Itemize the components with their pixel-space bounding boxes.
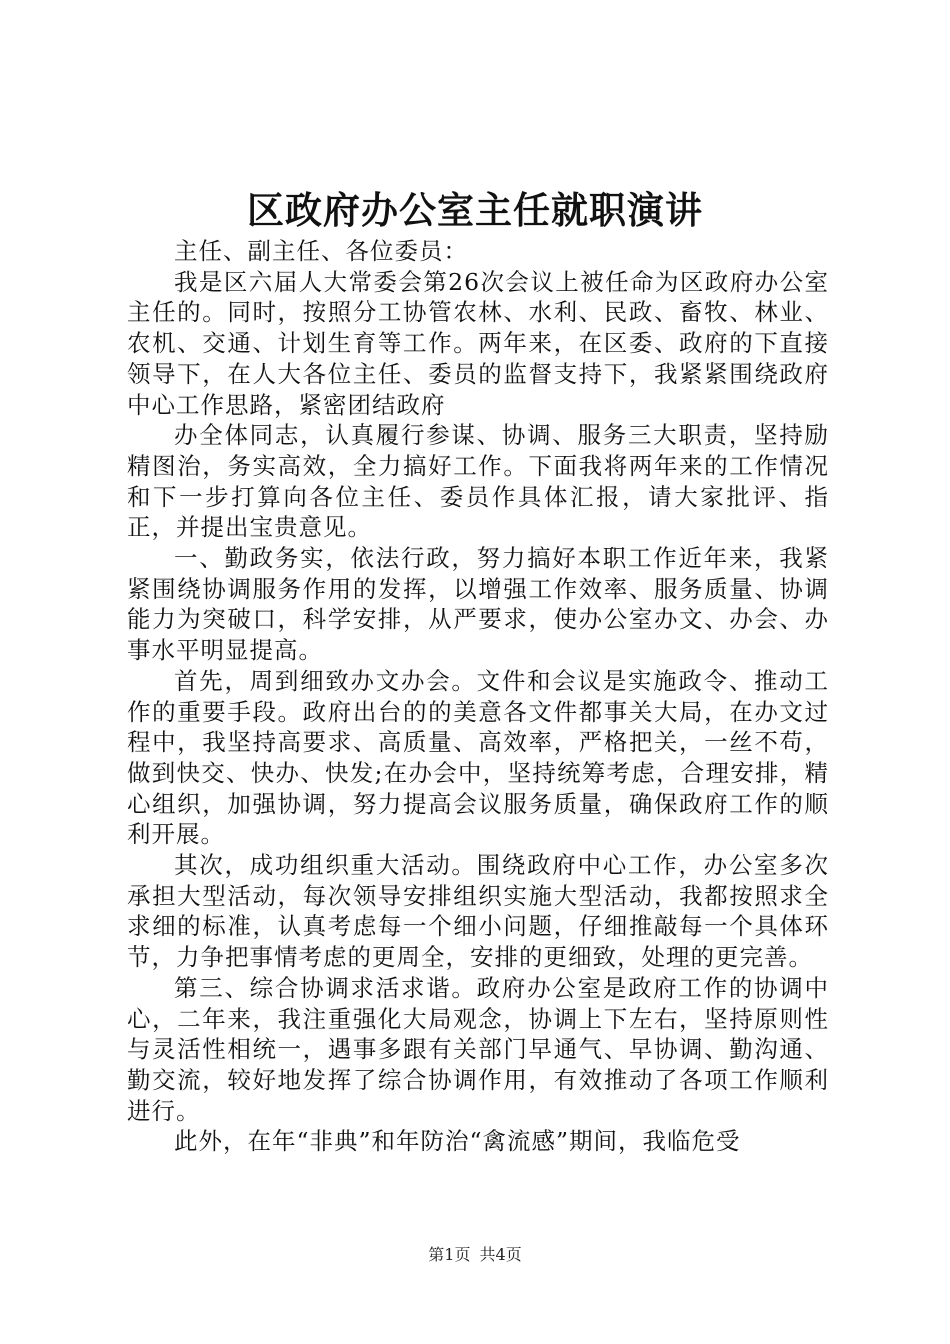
body-paragraph: 首先，周到细致办文办会。文件和会议是实施政令、推动工作的重要手段。政府出台的的美意各文件都事关大局，在办文过程中，我坚持高要求、高质量、高效率，严格把关，一丝不苟，做到快交、快办、快发;在办会中，坚持统筹考虑，合理安排，精心组织，加强协调，努力提高会议服务质量，确保政府工作的顺利开展。: [127, 666, 829, 849]
body-paragraph: 此外，在年“非典”和年防治“禽流感”期间，我临危受: [174, 1127, 741, 1156]
body-paragraph: 我是区六届人大常委会第26次会议上被任命为区政府办公室主任的。同时，按照分工协管农林、水利、民政、畜牧、林业、农机、交通、计划生育等工作。两年来，在区委、政府的下直接领导下，在人大各位主任、委员的监督支持下，我紧紧围绕政府中心工作思路，紧密团结政府: [127, 267, 829, 419]
page-number: 第1页: [428, 1245, 471, 1264]
body-paragraph: 其次，成功组织重大活动。围绕政府中心工作，办公室多次承担大型活动，每次领导安排组织实施大型活动，我都按照求全求细的标准，认真考虑每一个细小问题，仔细推敲每一个具体环节，力争把事情考虑的更周全，安排的更细致，处理的更完善。: [127, 851, 829, 972]
body-paragraph: 第三、综合协调求活求谐。政府办公室是政府工作的协调中心，二年来，我注重强化大局观念，协调上下左右，坚持原则性与灵活性相统一，遇事多跟有关部门早通气、早协调、勤沟通、勤交流，较好地发挥了综合协调作用，有效推动了各项工作顺利进行。: [127, 973, 829, 1125]
document-body: [127, 236, 829, 1157]
document-title: 区政府办公室主任就职演讲: [247, 188, 703, 232]
page-footer: [0, 1244, 950, 1266]
body-paragraph: 办全体同志，认真履行参谋、协调、服务三大职责，坚持励精图治，务实高效，全力搞好工作。下面我将两年来的工作情况和下一步打算向各位主任、委员作具体汇报，请大家批评、指正，并提出宝贵意见。: [127, 421, 829, 542]
body-paragraph: 一、勤政务实，依法行政，努力搞好本职工作近年来，我紧紧围绕协调服务作用的发挥，以增强工作效率、服务质量、协调能力为突破口，科学安排，从严要求，使办公室办文、办会、办事水平明显提高。: [127, 544, 829, 665]
salutation-paragraph: 主任、副主任、各位委员：: [174, 237, 468, 265]
page-total: 共4页: [479, 1245, 522, 1264]
